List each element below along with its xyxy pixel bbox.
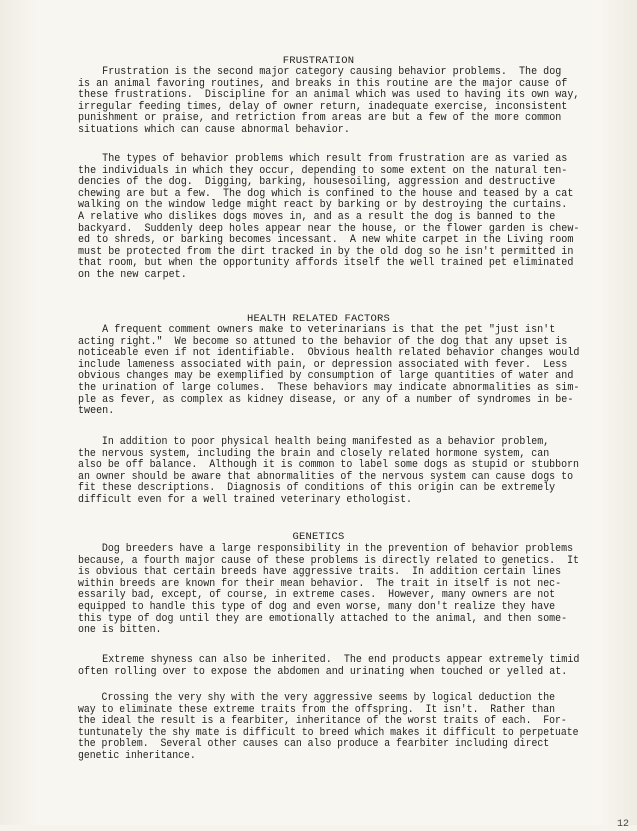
text-line: backyard. Suddenly deep holes appear near the house, or the flower garden is chew- [78,222,580,235]
paragraph [78,66,580,137]
text-line: punishment or praise, and retriction from areas are but a few of the more common [78,112,562,125]
text-line: A frequent comment owners make to veterinarians is that the pet "just isn't [78,324,556,336]
text-line: because, a fourth major cause of these problems is directly related to genetics. It [78,554,580,567]
text-line: irregular feeding times, delay of owner return, inadequate exercise, inconsistent [78,100,568,113]
text-line: is obvious that certain breeds have aggressive traits. In addition certain lines [78,566,562,579]
text-line: one is bitten. [78,624,162,637]
text-line: the problem. Several other causes can also produce a fearbiter including direct [78,738,550,751]
text-line: fit these descriptions. Diagnosis of conditions of this origin can be extremely [78,482,556,495]
text-line: often rolling over to expose the abdomen and urinating when touched or yelled at. [78,665,568,678]
text-line: that room, but when the opportunity affords itself the well trained pet eliminated [78,257,574,270]
text-line: A relative who dislikes dogs moves in, and as a result the dog is banned to the [78,210,556,223]
text-line: The types of behavior problems which result from frustration are as varied as [78,153,568,165]
text-line: genetic inheritance. [78,749,196,762]
text-line: an owner should be aware that abnormalities of the nervous system can cause dogs to [78,470,574,483]
paragraph [78,692,579,763]
text-line: essarily bad, except, of course, in extreme cases. However, many owners are not [78,589,556,602]
paragraph [78,436,580,507]
text-line: is an animal favoring routines, and breaks in this routine are the major cause of [78,77,568,90]
text-line: equipped to handle this type of dog and even worse, many don't realize they have [78,600,556,613]
text-line: walking on the window ledge might react by barking or by destroying the curtains. [78,199,568,212]
text-line: Crossing the very shy with the very aggressive seems by logical deduction the [78,692,556,704]
text-line: the ideal the result is a fearbiter, inheritance of the worst traits of each. For- [78,715,567,728]
paragraph [78,654,580,678]
section-heading-frustration: FRUSTRATION [282,55,355,67]
text-line: obvious changes may be exemplified by consumption of large quantities of water and [78,370,574,383]
text-line: ed to shreds, or barking becomes incessant. A new white carpet in the Living room [78,234,574,247]
text-line: In addition to poor physical health being manifested as a behavior problem, [78,436,550,448]
text-line: also be off balance. Although it is common to label some dogs as stupid or stubborn [78,459,580,472]
text-line: the nervous system, including the brain and closely related hormone system, can [78,447,550,460]
text-line: on the new carpet. [78,268,187,281]
text-line: acting right." We become so attuned to the behavior of the dog that any upset is [78,335,568,348]
paragraph [78,324,580,418]
text-line: the individuals in which they occur, depending to some extent on the natural ten- [78,164,568,177]
text-line: tuntunately the shy mate is difficult to breed which makes it difficult to perpetuate [78,726,579,739]
section-heading-health-related-factors: HEALTH RELATED FACTORS [246,313,391,325]
text-line: Frustration is the second major category causing behavior problems. The dog [78,66,562,78]
text-line: Dog breeders have a large responsibility in the prevention of behavior problems [78,543,574,555]
section-heading-genetics: GENETICS [292,531,345,543]
text-line: these frustrations. Discipline for an animal which was used to having its own way, [78,89,580,102]
text-line: chewing are but a few. The dog which is confined to the house and teased by a cat [78,187,574,200]
text-line: noticeable even if not identifiable. Obvious health related behavior changes would [78,347,580,360]
page-number: 12 [616,819,629,831]
text-line: difficult even for a well trained veterinary ethologist. [78,493,413,506]
text-line: ple as fever, as complex as kidney disease, or any of a number of syndromes in be- [78,393,574,406]
text-line: dencies of the dog. Digging, barking, housesoiling, aggression and destructive [78,176,556,189]
text-line: tween. [78,405,115,418]
paragraph [78,153,580,282]
text-line: this type of dog until they are emotionally attached to the animal, and then some- [78,612,568,625]
text-line: must be protected from the dirt tracked in by the old dog so he isn't permitted in [78,245,574,258]
text-line: situations which can cause abnormal behavior. [78,123,350,136]
text-line: the urination of large columes. These behaviors may indicate abnormalities as sim- [78,381,580,394]
text-line: include lameness associated with pain, or depression associated with fever. Less [78,358,568,371]
text-line: within breeds are known for their mean behavior. The trait in itself is not nec- [78,577,562,590]
text-line: Extreme shyness can also be inherited. The end products appear extremely timid [78,654,580,666]
text-line: way to eliminate these extreme traits from the offspring. It isn't. Rather than [78,703,556,716]
paragraph [78,543,580,637]
